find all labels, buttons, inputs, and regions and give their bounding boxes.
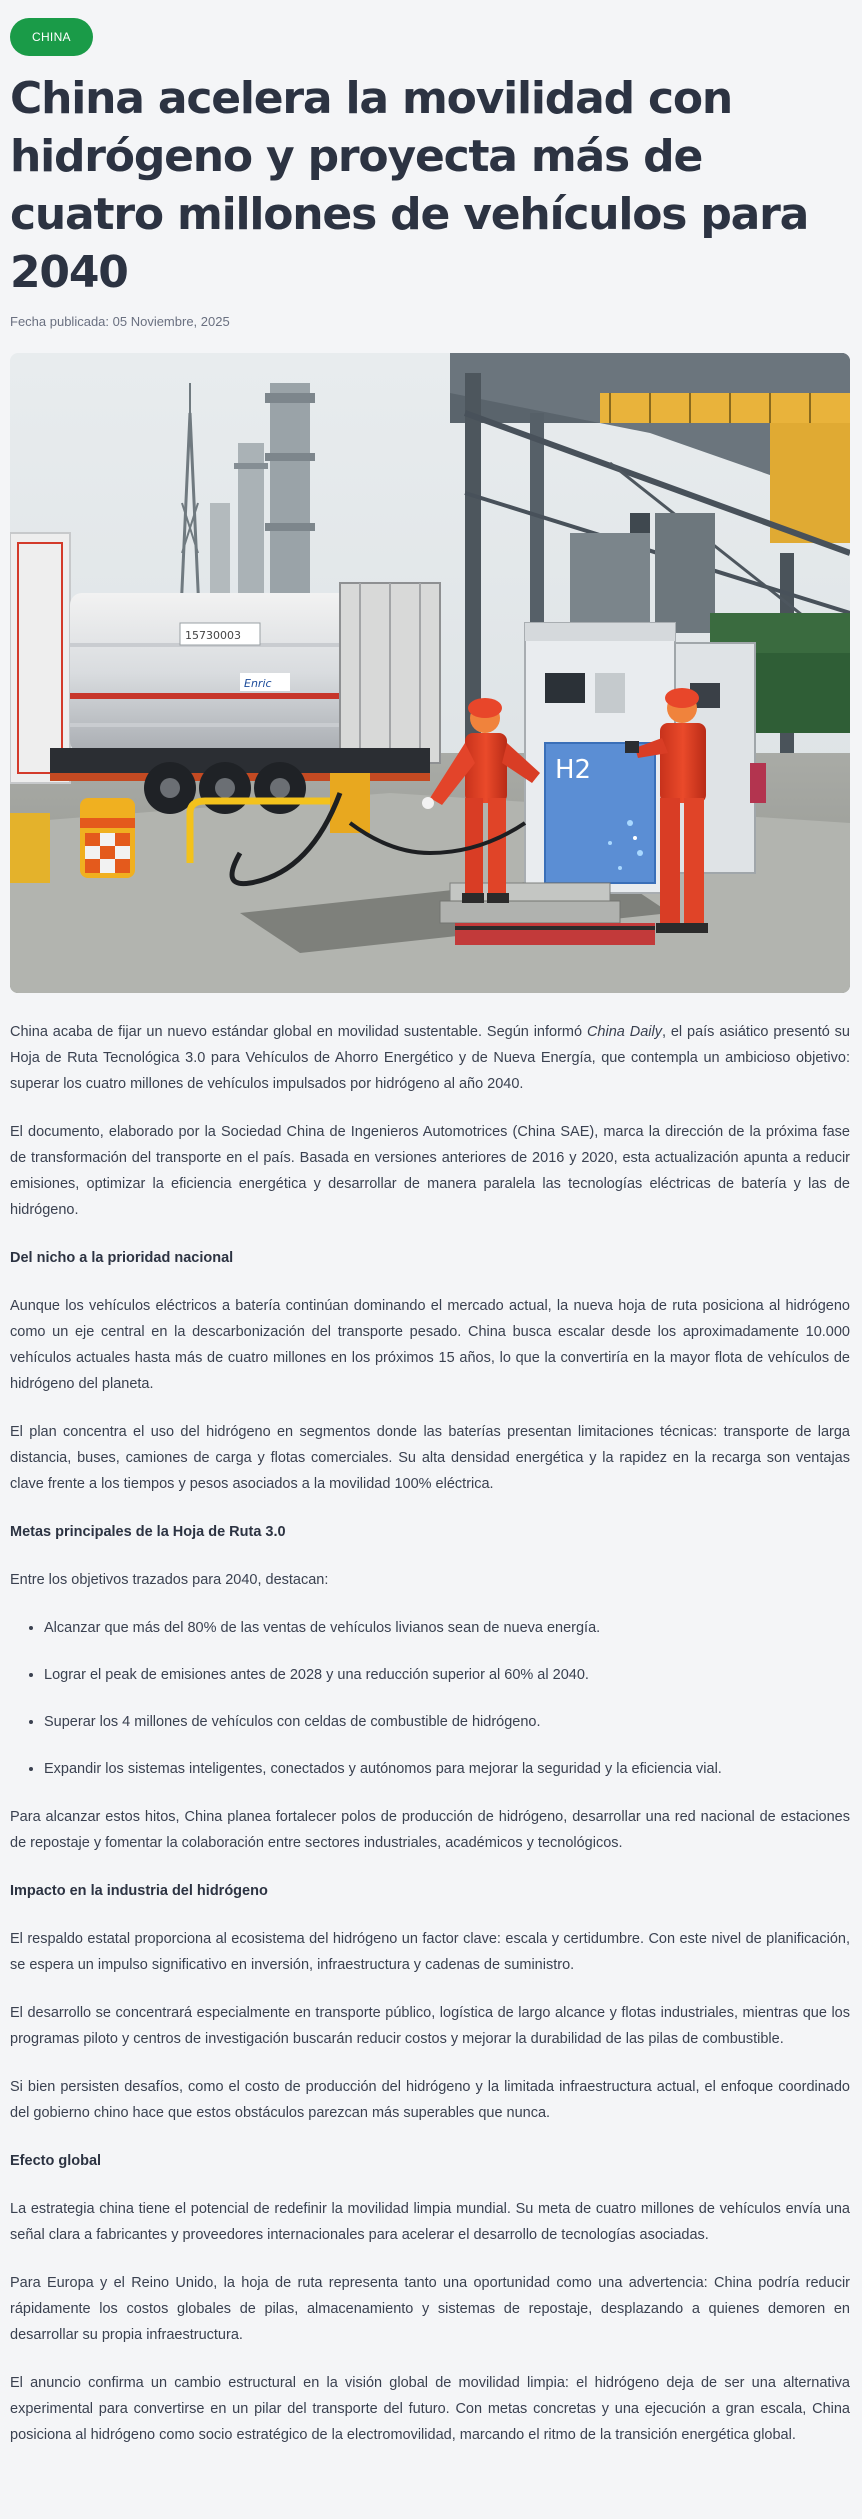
dispenser-label: H2	[555, 755, 592, 785]
list-item: • Lograr el peak de emisiones antes de 2028 y una reducción superior al 60% al 2040.	[44, 1662, 850, 1688]
hydrogen-dispenser	[525, 623, 766, 893]
list-item: • Alcanzar que más del 80% de las ventas de vehículos livianos sean de nueva energía.	[44, 1615, 850, 1641]
section-heading-impact: Impacto en la industria del hidrógeno	[10, 1883, 268, 1899]
paragraph: Para alcanzar estos hitos, China planea fortalecer polos de producción de hidrógeno, desarrollar una red nacional de estaciones de repostaje y fomentar la colaboración entre sectores industriales, académicos y tecnológicos.	[10, 1809, 850, 1851]
paragraph: El anuncio confirma un cambio estructural en la visión global de movilidad limpia: el hidrógeno deja de ser una alternativa experimental para convertirse en un pilar del transporte del futuro. Con metas concretas y una ejecución a gran escala, China posiciona al hidrógeno como socio estratégico de la electromovilidad, marcando el ritmo de la transición energética global.	[10, 2375, 850, 2443]
paragraph: La estrategia china tiene el potencial de redefinir la movilidad limpia mundial. Su meta de cuatro millones de vehículos envía una señal clara a fabricantes y proveedores internacionales para acelerar el desarrollo de tecnologías asociadas.	[10, 2201, 850, 2243]
paragraph: El plan concentra el uso del hidrógeno en segmentos donde las baterías presentan limitaciones técnicas: transporte de larga distancia, buses, camiones de carga y flotas comerciales. Su alta densidad energética y la rapidez en la recarga son ventajas clave frente a los tiempos y pesos asociados a la movilidad 100% eléctrica.	[10, 1424, 850, 1492]
page-title: China acelera la movilidad con hidrógeno y proyecta más de cuatro millones de vehículos para 2040	[10, 73, 809, 298]
section-heading-global: Efecto global	[10, 2153, 102, 2169]
paragraph: Si bien persisten desafíos, como el costo de producción del hidrógeno y la limitada infraestructura actual, el enfoque coordinado del gobierno chino hace que estos obstáculos parezcan más superables que nunca.	[10, 2079, 850, 2121]
section-heading-goals: Metas principales de la Hoja de Ruta 3.0	[10, 1524, 286, 1540]
paragraph: El respaldo estatal proporciona al ecosistema del hidrógeno un factor clave: escala y certidumbre. Con este nivel de planificación, se espera un impulso significativo en inversión, infraestructura y cadenas de suministro.	[10, 1931, 850, 1973]
tank-brand: Enric	[244, 677, 272, 690]
paragraph	[10, 1019, 850, 1097]
paragraph: El desarrollo se concentrará especialmente en transporte público, logística de largo alcance y flotas industriales, mientras que los programas piloto y centros de investigación buscarán reducir costos y mejorar la durabilidad de las pilas de combustible.	[10, 2005, 850, 2047]
paragraph: Para Europa y el Reino Unido, la hoja de ruta representa tanto una oportunidad como una advertencia: China podría reducir rápidamente los costos globales de pilas, almacenamiento y sistemas de repostaje, desplazando a quienes demoren en desarrollar su propia infraestructura.	[10, 2275, 850, 2343]
publish-date: Fecha publicada: 05 Noviembre, 2025	[10, 314, 230, 329]
category-badge[interactable]: CHINA	[10, 18, 93, 56]
article-body	[10, 1019, 850, 2448]
paragraph: El documento, elaborado por la Sociedad China de Ingenieros Automotrices (China SAE), marca la dirección de la próxima fase de transformación del transporte en el país. Basada en versiones anteriores de 2016 y 2020, esta actualización apunta a reducir emisiones, optimizar la eficiencia energética y desarrollar de manera paralela las tecnologías eléctricas de batería y las de hidrógeno.	[10, 1124, 850, 1218]
tank-plate: 15730003	[185, 629, 241, 642]
list-item: • Superar los 4 millones de vehículos con celdas de combustible de hidrógeno.	[44, 1709, 850, 1735]
list-item: • Expandir los sistemas inteligentes, conectados y autónomos para mejorar la seguridad y la eficiencia vial.	[44, 1756, 850, 1782]
paragraph: Aunque los vehículos eléctricos a batería continúan dominando el mercado actual, la nueva hoja de ruta posiciona al hidrógeno como un eje central en la descarbonización del transporte pesado. China busca escalar desde los aproximadamente 10.000 vehículos actuales hasta más de cuatro millones en los próximos 15 años, lo que la convertiría en la mayor flota de vehículos de hidrógeno del planeta.	[10, 1298, 850, 1392]
section-heading-niche: Del nicho a la prioridad nacional	[10, 1250, 234, 1266]
source-name: China Daily	[586, 1024, 662, 1040]
paragraph: Entre los objetivos trazados para 2040, destacan:	[10, 1572, 329, 1588]
hero-image	[10, 353, 850, 993]
paragraph-text: China acaba de fijar un nuevo estándar global en movilidad sustentable. Según informó	[10, 1024, 587, 1040]
paragraph-text: , el país asiático presentó su Hoja de Ruta Tecnológica 3.0 para Vehículos de Ahorro Energético y de Nueva Energía, que contempla un ambicioso objetivo: superar los cuatro millones de vehículos impulsados por hidrógeno al año 2040.	[10, 1024, 850, 1092]
goals-list	[10, 1615, 850, 1782]
